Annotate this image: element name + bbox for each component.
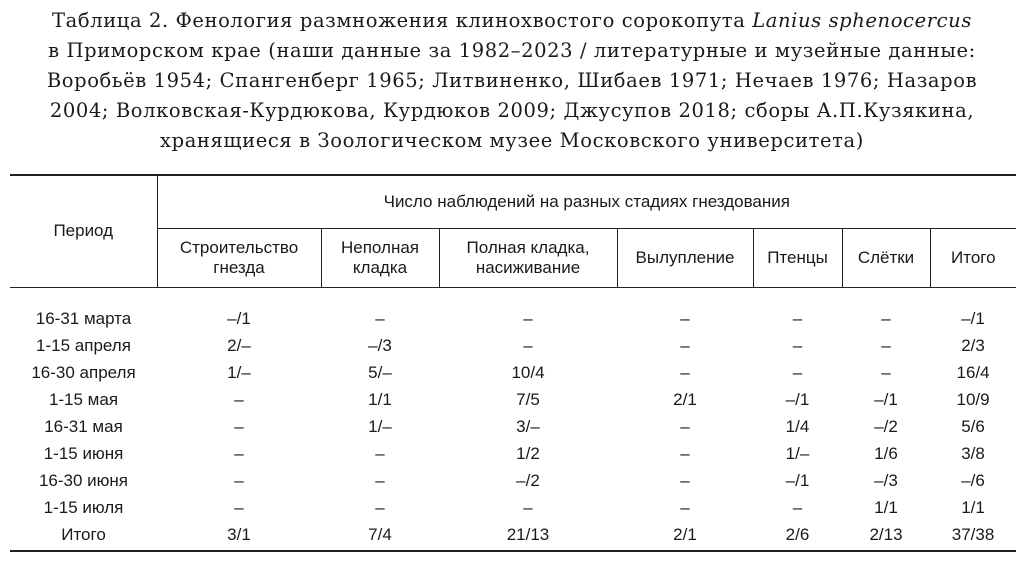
value-cell: – [680,470,690,490]
value-cell: 1/2 [516,443,540,463]
table-row [10,287,1016,332]
value-cell: – [234,497,244,517]
value-cell: – [375,470,385,490]
value-cell: – [680,416,690,436]
value-cell: – [680,335,690,355]
totals-row [10,521,1016,551]
value-cell: – [881,308,891,328]
period-cell: 16-30 апреля [31,362,136,382]
phenology-table [10,174,1016,552]
table-row [10,386,1016,413]
value-cell: 1/1 [368,389,392,409]
total-cell: 37/38 [930,521,1016,551]
period-cell: 1-15 июня [43,443,124,463]
value-cell: –/1 [874,389,898,409]
caption-title: Таблица 2. Фенология размножения клинохвостого сорокопута [52,9,746,32]
period-cell: 1-15 апреля [36,335,131,355]
caption-line-5: хранящиеся в Зоологическом музее Московского университета) [160,129,864,152]
value-cell: 1/– [368,416,392,436]
total-cell: 2/3 [961,335,985,355]
col-header-full-clutch: Полная кладка, насиживание [439,228,617,287]
value-cell: – [680,497,690,517]
value-cell: 7/5 [516,389,540,409]
period-cell: Итого [10,521,157,551]
col-header-nestlings: Птенцы [753,228,842,287]
value-cell: 2/1 [617,521,753,551]
col-header-incomplete-clutch: Неполная кладка [321,228,439,287]
value-cell: – [680,362,690,382]
value-cell: 2/13 [842,521,930,551]
table-row [10,413,1016,440]
value-cell: – [234,389,244,409]
species-latin-name: Lanius sphenocercus [752,9,972,32]
period-cell: 16-31 марта [35,308,132,328]
value-cell: 2/– [227,335,251,355]
value-cell: –/2 [516,470,540,490]
value-cell: – [680,443,690,463]
total-cell: 10/9 [956,389,990,409]
total-cell: –/6 [961,470,985,490]
value-cell: – [234,443,244,463]
caption-line-3: Воробьёв 1954; Спангенберг 1965; Литвиненко, Шибаев 1971; Нечаев 1976; Назаров [46,69,978,92]
period-header: Период [10,175,157,287]
col-header-fledglings: Слётки [842,228,930,287]
value-cell: – [234,470,244,490]
period-cell: 16-31 мая [44,416,123,436]
value-cell: – [792,497,803,517]
col-header-nest-building: Строительство гнезда [157,228,321,287]
table-row [10,440,1016,467]
value-cell: –/3 [368,335,392,355]
period-cell: 16-30 июня [38,470,129,490]
table-row [10,494,1016,521]
value-cell: – [523,308,533,328]
value-cell: 10/4 [511,362,545,382]
table-caption [0,6,1024,156]
total-cell: 3/8 [961,443,985,463]
total-cell: –/1 [961,308,985,328]
total-cell: 5/6 [961,416,985,436]
value-cell: – [881,362,891,382]
table-row [10,359,1016,386]
total-cell: 1/1 [961,497,985,517]
value-cell: 7/4 [321,521,439,551]
value-cell: 1/– [227,362,251,382]
value-cell: – [375,497,385,517]
value-cell: 3/– [516,416,540,436]
col-header-hatching: Вылупление [617,228,753,287]
stages-group-header: Число наблюдений на разных стадиях гнездования [157,175,1016,228]
value-cell: 2/1 [673,389,697,409]
value-cell: – [234,416,244,436]
value-cell: –/3 [874,470,898,490]
value-cell: – [523,335,533,355]
value-cell: –/1 [227,308,251,328]
value-cell: – [375,443,385,463]
caption-line-1 [0,6,1024,36]
value-cell: 1/1 [874,497,898,517]
value-cell: 5/– [368,362,392,382]
total-cell: 16/4 [956,362,990,382]
value-cell: 21/13 [439,521,617,551]
value-cell: – [375,308,385,328]
value-cell: 1/– [785,443,810,463]
value-cell: – [680,308,690,328]
value-cell: 3/1 [157,521,321,551]
value-cell: 2/6 [753,521,842,551]
value-cell: 1/4 [785,416,810,436]
col-header-total: Итого [930,228,1016,287]
table-row [10,332,1016,359]
value-cell: – [792,362,803,382]
caption-line-4: 2004; Волковская-Курдюкова, Курдюков 2009; Джусупов 2018; сборы А.П.Кузякина, [49,99,975,122]
value-cell: –/2 [874,416,898,436]
value-cell: – [881,335,891,355]
period-cell: 1-15 мая [48,389,119,409]
caption-line-2: в Приморском крае (наши данные за 1982–2023 / литературные и музейные данные: [48,39,976,62]
period-cell: 1-15 июля [43,497,124,517]
value-cell: –/1 [785,470,810,490]
value-cell: – [792,335,803,355]
value-cell: – [792,308,803,328]
value-cell: – [523,497,533,517]
table-row [10,467,1016,494]
value-cell: –/1 [785,389,810,409]
value-cell: 1/6 [874,443,898,463]
